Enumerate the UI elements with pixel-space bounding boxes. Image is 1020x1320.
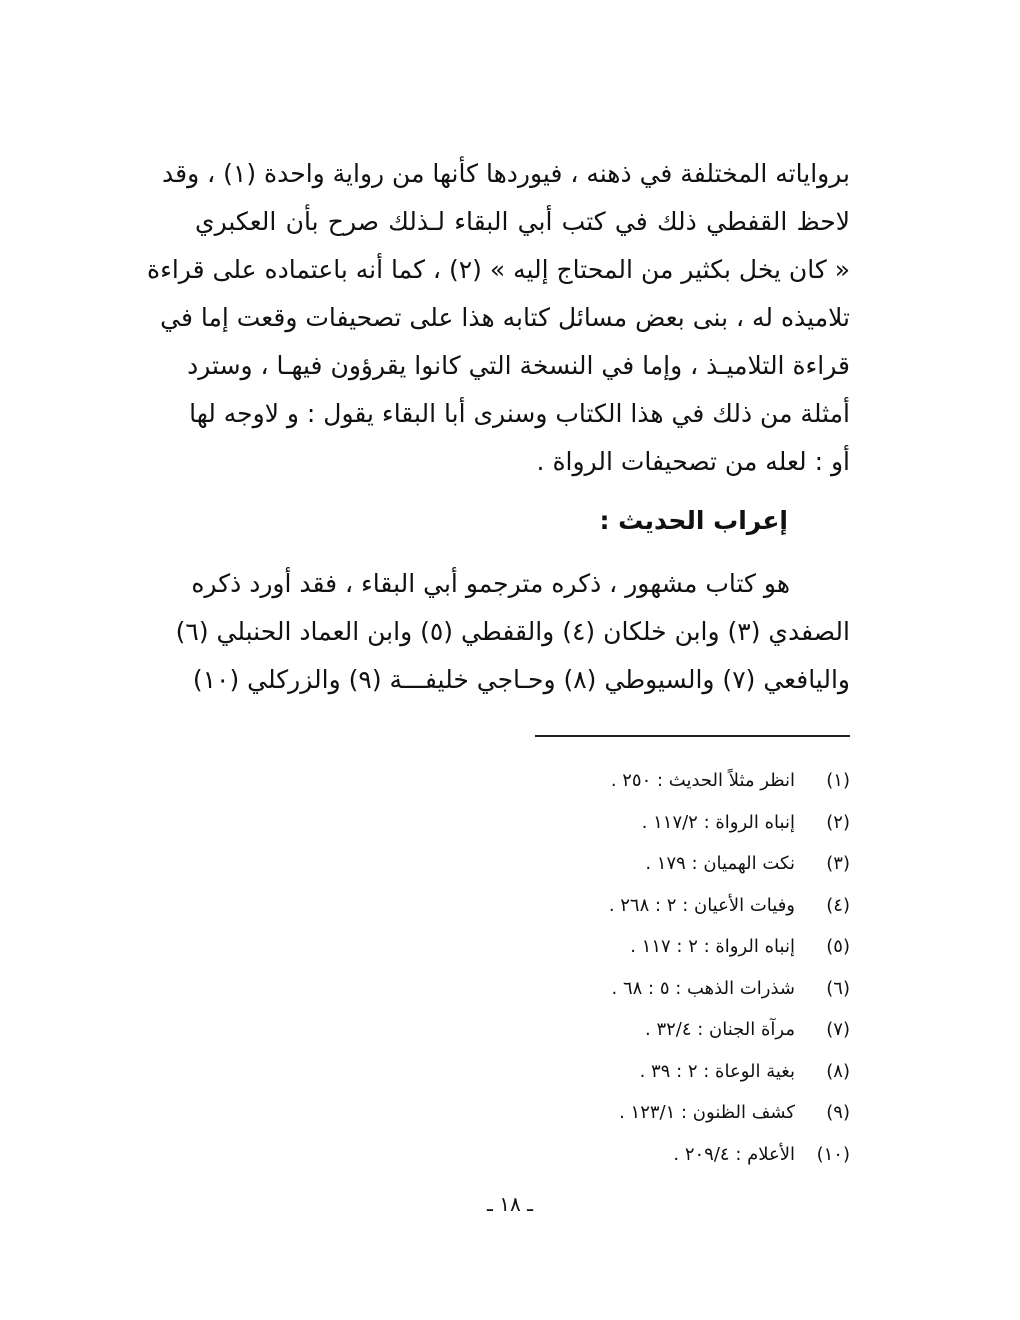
footnote-number: (٧) — [826, 1019, 850, 1040]
paragraph-line: أمثلة من ذلك في هذا الكتاب وسنرى أبا البقاء يقول : و لاوجه لها — [189, 399, 850, 428]
footnote-item — [450, 802, 850, 844]
footnote-text: إنباه الرواة : ١١٧/٢ . — [641, 811, 795, 833]
footnote-item — [450, 968, 850, 1010]
paragraph-line: قراءة التلاميـذ ، وإما في النسخة التي كانوا يقرؤون فيهـا ، وسترد — [187, 351, 850, 380]
footnote-number: (٣) — [826, 853, 850, 874]
footnote-number: (٦) — [826, 977, 850, 999]
footnote-text: بغية الوعاة : ٢ : ٣٩ . — [639, 1060, 795, 1082]
footnote-divider — [535, 735, 850, 737]
footnote-item — [450, 885, 850, 927]
paragraph-line: لاحظ القفطي ذلك في كتب أبي البقاء لـذلك صرح بأن العكبري — [195, 207, 850, 236]
footnote-item — [450, 1009, 850, 1051]
page-number: ـ ١٨ ـ — [487, 1192, 533, 1216]
footnote-text: وفيات الأعيان : ٢ : ٢٦٨ . — [608, 894, 795, 916]
footnote-number: (١٠) — [816, 1143, 850, 1165]
footnote-text: كشف الظنون : ١٢٣/١ . — [619, 1102, 795, 1123]
footnote-item — [450, 760, 850, 802]
footnote-number: (٤) — [826, 894, 850, 916]
footnote-text: إنباه الرواة : ٢ : ١١٧ . — [630, 936, 795, 957]
paragraph-line: أو : لعله من تصحيفات الرواة . — [536, 447, 850, 476]
paragraph-line: هو كتاب مشهور ، ذكره مترجمو أبي البقاء ، فقد أورد ذكره — [191, 569, 790, 598]
paragraph-line: واليافعي (٧) والسيوطي (٨) وحـاجي خليفـــة (٩) والزركلي (١٠) — [192, 665, 850, 694]
footnote-item — [450, 926, 850, 968]
footnote-text: نكت الهميان : ١٧٩ . — [645, 853, 795, 874]
footnote-number: (٢) — [826, 811, 850, 833]
footnote-item — [450, 1092, 850, 1134]
paragraph-line: برواياته المختلفة في ذهنه ، فيوردها كأنها من رواية واحدة (١) ، وقد — [162, 159, 850, 188]
footnotes-list — [450, 760, 850, 1175]
footnote-text: مرآة الجنان : ٣٢/٤ . — [644, 1019, 795, 1040]
footnote-item — [450, 1051, 850, 1093]
footnote-number: (١) — [826, 770, 850, 791]
paragraph-line: « كان يخل بكثير من المحتاج إليه » (٢) ، كما أنه باعتماده على قراءة — [147, 255, 850, 284]
footnote-number: (٥) — [826, 936, 850, 957]
footnote-text: انظر مثلاً الحديث : ٢٥٠ . — [610, 770, 795, 791]
body-paragraph-1 — [147, 150, 850, 486]
body-paragraph-2 — [175, 560, 850, 704]
footnote-item — [450, 843, 850, 885]
footnote-text: شذرات الذهب : ٥ : ٦٨ . — [611, 977, 795, 999]
paragraph-line: الصفدي (٣) وابن خلكان (٤) والقفطي (٥) وابن العماد الحنبلي (٦) — [175, 617, 850, 646]
paragraph-line: تلاميذه له ، بنى بعض مسائل كتابه هذا على تصحيفات وقعت إما في — [160, 303, 850, 332]
section-heading: إعراب الحديث : — [599, 506, 788, 535]
footnote-number: (٩) — [826, 1102, 850, 1123]
footnote-number: (٨) — [826, 1060, 850, 1082]
footnote-text: الأعلام : ٢٠٩/٤ . — [673, 1143, 795, 1165]
footnote-item — [450, 1134, 850, 1176]
